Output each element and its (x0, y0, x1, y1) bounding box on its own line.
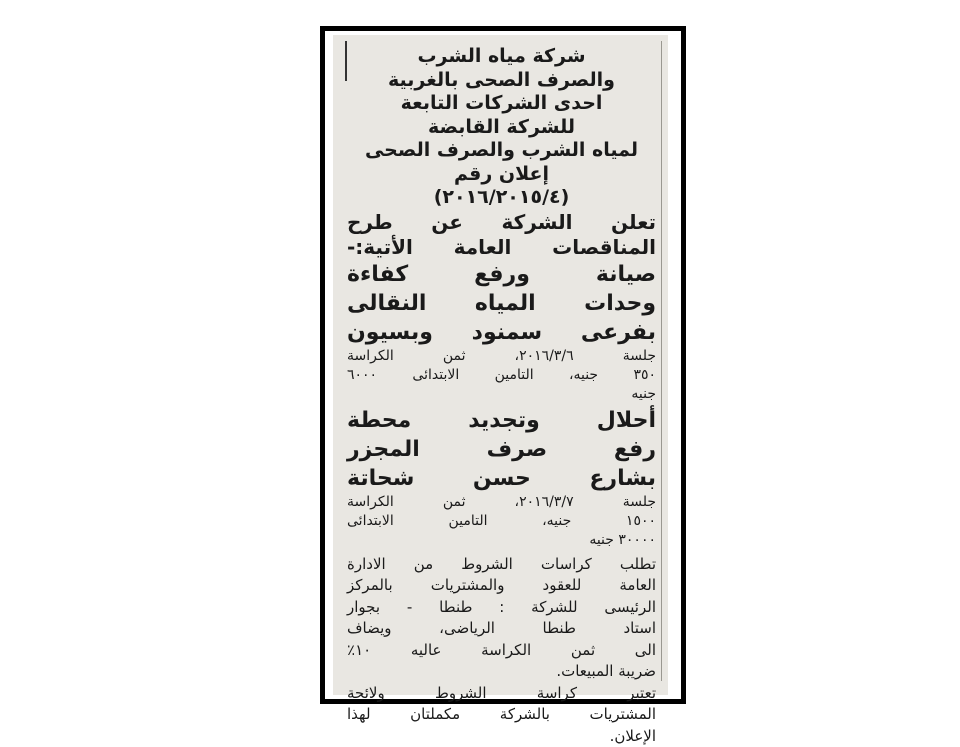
intro (347, 210, 656, 260)
tender-title: رفع صرف المجزر (347, 435, 656, 464)
image-frame (320, 26, 686, 704)
tender-details: جلسة ٢٠١٦/٣/٧، ثمن الكراسة (347, 493, 656, 512)
column-edge (661, 41, 662, 681)
notice-header (347, 45, 656, 210)
tender-title: أحلال وتجديد محطة (347, 406, 656, 435)
terms-line: استاد طنطا الرياضى، ويضاف (347, 618, 656, 640)
tender-details: جنيه (347, 385, 656, 404)
terms-line: العامة للعقود والمشتريات بالمركز (347, 575, 656, 597)
tender-title: صيانة ورفع كفاءة (347, 260, 656, 289)
frame-matte (325, 31, 681, 699)
intro-line: تعلن الشركة عن طرح (347, 210, 656, 235)
affiliation: لمياه الشرب والصرف الصحى (347, 139, 656, 163)
closing-line: المشتريات بالشركة مكملتان لهذا (347, 704, 656, 726)
terms-line: تطلب كراسات الشروط من الادارة (347, 554, 656, 576)
closing-line: الإعلان. (347, 726, 656, 747)
tender-title: بشارع حسن شحاتة (347, 464, 656, 493)
affiliation: للشركة القابضة (347, 116, 656, 140)
tender-2 (347, 406, 656, 550)
tender-title: وحدات المياه النقالى (347, 289, 656, 318)
notice-body (347, 45, 656, 747)
announcement-label: إعلان رقم (347, 163, 656, 187)
terms-line: ضريبة المبيعات. (347, 661, 656, 683)
closing (347, 683, 656, 747)
company-name: والصرف الصحى بالغربية (347, 69, 656, 93)
terms-line: الى ثمن الكراسة عاليه ١٠٪ (347, 640, 656, 662)
tender-details: ١٥٠٠ جنيه، التامين الابتدائى (347, 512, 656, 531)
tender-1 (347, 260, 656, 404)
newspaper-clipping (333, 35, 668, 695)
announcement-number: (٢٠١٦/٢٠١٥/٤) (347, 186, 656, 210)
tender-title: بفرعى سمنود وبسيون (347, 318, 656, 347)
closing-line: تعتبر كراسة الشروط ولائحة (347, 683, 656, 705)
tender-details: جلسة ٢٠١٦/٣/٦، ثمن الكراسة (347, 347, 656, 366)
company-name: شركة مياه الشرب (347, 45, 656, 69)
tender-details: ٣٠٠٠٠ جنيه (347, 531, 656, 550)
intro-line: المناقصات العامة الأتية:- (347, 235, 656, 260)
affiliation: احدى الشركات التابعة (347, 92, 656, 116)
terms (347, 554, 656, 683)
tender-details: ٣٥٠ جنيه، التامين الابتدائى ٦٠٠٠ (347, 366, 656, 385)
terms-line: الرئيسى للشركة : طنطا - بجوار (347, 597, 656, 619)
